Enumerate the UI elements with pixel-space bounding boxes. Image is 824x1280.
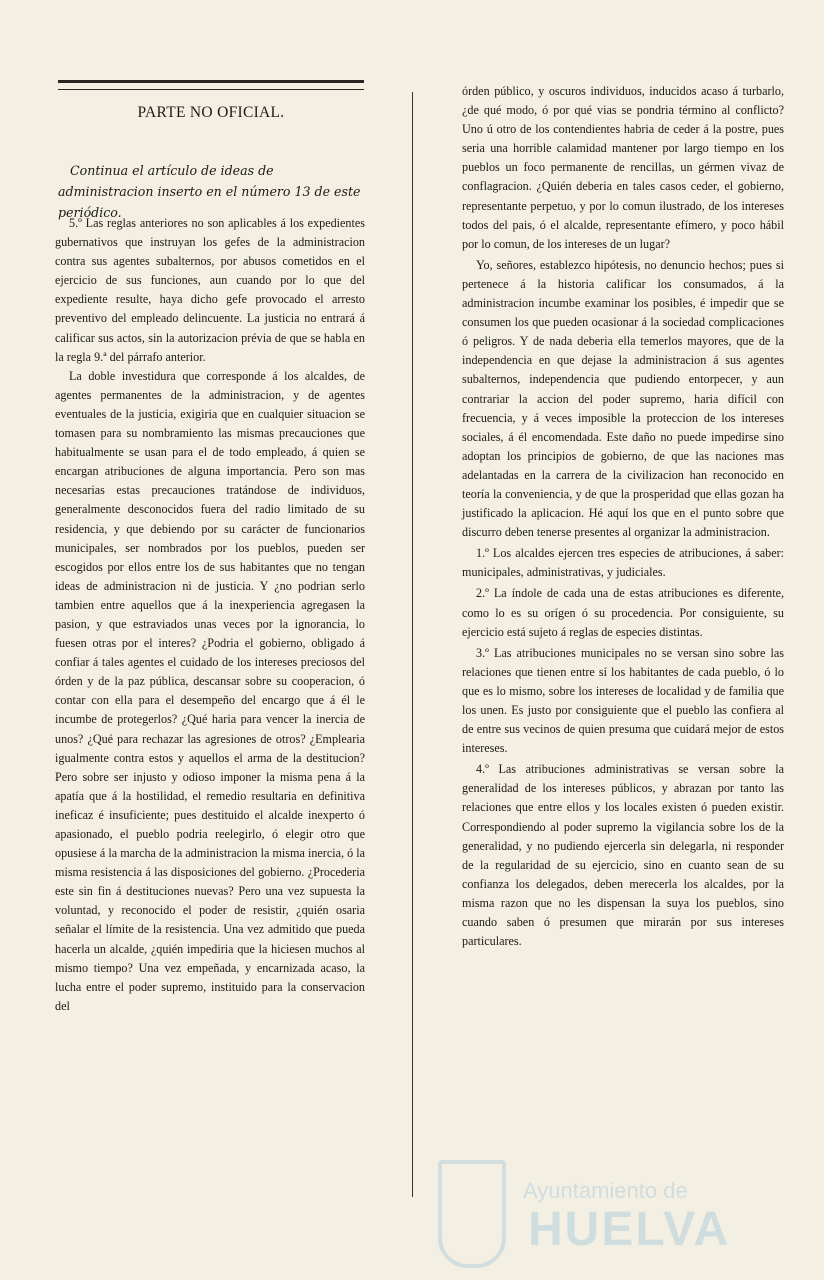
top-rule	[58, 80, 364, 90]
paragraph: Yo, señores, establezco hipótesis, no denuncio hechos; pues si pertenece á la historia calificar los consumados, á la administracion incumbe examinar los posibles, é impedir que se consumen los que pueden ocasionar á la sociedad complicaciones ó peligros. Y de nada deberia ella temerlos mayores, que de la independencia en que dejase la administracion á sus agentes subalternos, independencia que pudiendo entorpecer, y aun contrariar la accion del poder supremo, haria difícil con frecuencia, y á veces imposible la proteccion de los intereses sociales, á él encomendada. Este daño no puede impedirse sino adoptan los principios de gobierno, de que las naciones mas adelantadas en la carrera de la civilizacion han reconocido en teoría la conveniencia, y de que la prosperidad que ellas gozan ha justificado la aplicacion. Hé aquí los que en el punto sobre que discurro deben tenerse presentes al organizar la administracion.	[462, 257, 784, 540]
archive-watermark	[418, 1130, 748, 1280]
left-column	[55, 214, 365, 1016]
paragraph: La doble investidura que corresponde á los alcaldes, de agentes permanentes de la administracion, y de agentes eventuales de la justicia, exigiria que en cualquier situacion se tomasen para su nombramiento las mismas precauciones que habitualmente se usan para el de todo empleado, á quien se encargan atribuciones de alguna importancia. Pero son mas necesarias estas precauciones tratándose de individuos, generalmente desconocidos fuera del radio limitado de su residencia, y que debiendo por su carácter de funcionarios municipales, ser nombrados por los pueblos, pueden ser escogidos por ellos entre los de sus habitantes que no tengan ideas de administracion ni de justicia. Y ¿no podrian serlo tambien entre aquellos que á la inexperiencia agregasen la pasion, y que estraviados unas veces por la ignorancia, lo fuesen otras por el interes? ¿Podria el gobierno, obligado á confiar á tales agentes el cuidado de los intereses preciosos del órden y de la paz pública, descansar sobre su cooperacion, ó contar con ella para el desempeño del encargo que á él le incumbe de protegerlos? ¿Qué haria para vencer la inercia de unos? ¿Qué para rechazar las agresiones de otros? ¿Emplearia igualmente contra estos y aquellos el arma de la destitucion? Pero sobre ser injusto y odioso imponer la misma pena á la apatía que á la hostilidad, el remedio resultaria en definitiva ineficaz é insuficiente; pues destituido el alcalde inexperto ó apasionado, el pueblo podria reelegirlo, ó elegir otro que opusiese á la marcha de la administracion la misma inercia, ó la misma resistencia á las disposiciones del gobierno. ¿Procederia este sin fin á destituciones nuevas? Pero una vez supuesta la voluntad, y reconocido el poder de resistir, ¿quién osaria señalar el límite de la resistencia. Una vez admitido que pueda hacerla un alcalde, ¿quién impediria que la hiciesen muchos al mismo tiempo? Una vez empeñada, y encarnizada acaso, la lucha entre el poder supremo, instituido para la conservacion del	[55, 368, 365, 1013]
article-subtitle: Continua el artículo de ideas de administracion inserto en el número 13 de este periódico.	[58, 163, 361, 220]
paragraph: 4.º Las atribuciones administrativas se versan sobre la generalidad de los intereses públicos, y abrazan por tanto las relaciones que entre ellos y los locales existen ó pueden existir. Correspondiendo al poder supremo la vigilancia sobre los de la generalidad, y no pudiendo ejercerla sin delegarla, ni responder de la regularidad de su ejercicio, sino en cuanto sean de su confianza los delegados, deben merecerla los alcaldes, por la misma razon que no les dispensan la suya los pueblos, sino cuando saben ó presumen que mirarán por sus intereses particulares.	[462, 762, 784, 949]
column-divider	[412, 92, 413, 1197]
section-title: PARTE NO OFICIAL.	[137, 104, 285, 121]
paragraph: órden público, y oscuros individuos, inducidos acaso á turbarlo, ¿de qué modo, ó por qué vias se pondria término al conflicto? Uno ú otro de los contendientes habria de ceder á la postre, pues seria una horrible calamidad mantener por largo tiempo en los pueblos un foco permanente de rencillas, un gérmen vivaz de conflagracion. ¿Quién deberia en tales casos ceder, el gobierno, representante perpetuo, y por lo comun ilustrado, de los intereses todos del pais, ó el alcalde, representante efímero, y poco hábil por lo comun, de los intereses de un lugar?	[462, 84, 784, 251]
paragraph: 5.º Las reglas anteriores no son aplicables á los expedientes gubernativos que instruyan los gefes de la administracion contra sus agentes subalternos, por abusos cometidos en el ejercicio de sus funciones, aun cuando por lo que del expediente resulte, haya dicho gefe provocado el arresto preventivo del empleado delincuente. La justicia no entrará á calificar sus actos, sin la autorizacion prévia de que se habla en la regla 9.ª del párrafo anterior.	[55, 216, 365, 364]
watermark-line2: HUELVA	[528, 1203, 731, 1256]
paragraph: 2.º La índole de cada una de estas atribuciones es diferente, como lo es su orígen ó su procedencia. Por consiguiente, su ejercicio está sujeto á reglas de especies distintas.	[462, 586, 784, 639]
right-column	[462, 82, 784, 951]
watermark-line1: Ayuntamiento de	[523, 1178, 688, 1203]
shield-icon	[438, 1160, 506, 1268]
paragraph: 1.º Los alcaldes ejercen tres especies de atribuciones, á saber: municipales, administrativas, y judiciales.	[462, 546, 784, 580]
paragraph: 3.º Las atribuciones municipales no se versan sino sobre las relaciones que tienen entre sí los habitantes de cada pueblo, ó lo que es lo mismo, sobre los intereses de localidad y de familia que los unen. Es justo por consiguiente que el pueblo las confiera al de entre sus vecinos de quien presuma que cuidará mejor de estos intereses.	[462, 645, 784, 756]
